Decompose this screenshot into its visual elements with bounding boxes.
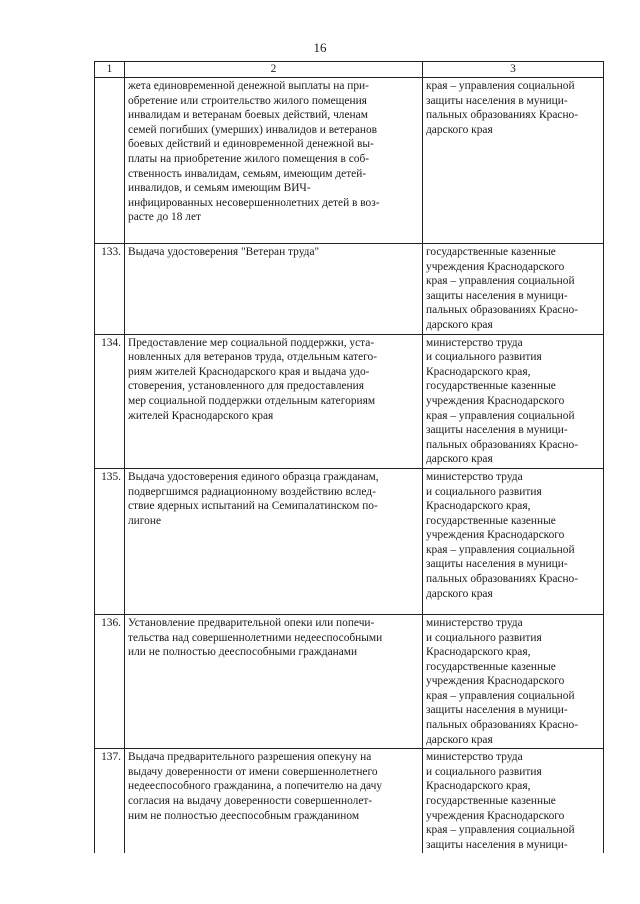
table-row-135 (95, 468, 604, 614)
row-number: 136. (95, 614, 125, 748)
row-number: 133. (95, 244, 125, 335)
table-row-137 (95, 749, 604, 854)
service-name-cell: Установление предварительной опеки или попечи- тельства над совершеннолетними недееспособными или не полностью дееспособными гражданами (125, 614, 423, 748)
table-header-row (95, 62, 604, 78)
service-name-cell: Предоставление мер социальной поддержки, уста- новленных для ветеранов труда, отдельным катего- риям жителей Краснодарского края и выдача удо- стоверения, установленного для предоставления мер социальной поддержки отдельным категориям жителей Краснодарского края (125, 334, 423, 468)
organization-cell: министерство труда и социального развития Краснодарского края, государственные казенные учреждения Краснодарского края – управления социальной защиты населения в муници- пальных образованиях Красно- дарского края (423, 334, 604, 468)
row-number: 135. (95, 468, 125, 614)
table-row-136 (95, 614, 604, 748)
table-row-134 (95, 334, 604, 468)
organization-cell: министерство труда и социального развития Краснодарского края, государственные казенные учреждения Краснодарского края – управления социальной защиты населения в муници- пальных образованиях Красно- дарского края (423, 614, 604, 748)
page-number: 16 (313, 40, 327, 55)
row-number: 134. (95, 334, 125, 468)
column-header-service: 2 (125, 62, 423, 78)
organization-cell: министерство труда и социального развития Краснодарского края, государственные казенные учреждения Краснодарского края – управления социальной защиты населения в муници- (423, 749, 604, 854)
column-header-organization: 3 (423, 62, 604, 78)
row-number: 137. (95, 749, 125, 854)
organization-cell: края – управления социальной защиты населения в муници- пальных образованиях Красно- дарского края (423, 78, 604, 244)
service-name-cell: Выдача предварительного разрешения опекуну на выдачу доверенности от имени совершеннолетнего недееспособного гражданина, а попечителю на дачу согласия на выдачу доверенности совершеннолет- ним не полностью дееспособным гражданином (125, 749, 423, 854)
organization-cell: министерство труда и социального развития Краснодарского края, государственные казенные учреждения Краснодарского края – управления социальной защиты населения в муници- пальных образованиях Красно- дарского края (423, 468, 604, 614)
table-row-continued (95, 78, 604, 244)
service-name-cell: жета единовременной денежной выплаты на при- обретение или строительство жилого помещения инвалидам и ветеранам боевых действий, членам семей погибших (умерших) инвалидов и ветеранов боевых действий и единовременной денежной вы- платы на приобретение жилого помещения в соб- ственность инвалидам, семьям, имеющим детей- инвалидов, и семьям имеющим ВИЧ- инфицированных несовершеннолетних детей в воз- расте до 18 лет (125, 78, 423, 244)
organization-cell: государственные казенные учреждения Краснодарского края – управления социальной защиты населения в муници- пальных образованиях Красно- дарского края (423, 244, 604, 335)
column-header-number: 1 (95, 62, 125, 78)
row-number (95, 78, 125, 244)
services-table (94, 61, 604, 853)
service-name-cell: Выдача удостоверения единого образца гражданам, подвергшимся радиационному воздействию вслед- ствие ядерных испытаний на Семипалатинском по- лигоне (125, 468, 423, 614)
service-name-cell: Выдача удостоверения "Ветеран труда" (125, 244, 423, 335)
table-row-133 (95, 244, 604, 335)
